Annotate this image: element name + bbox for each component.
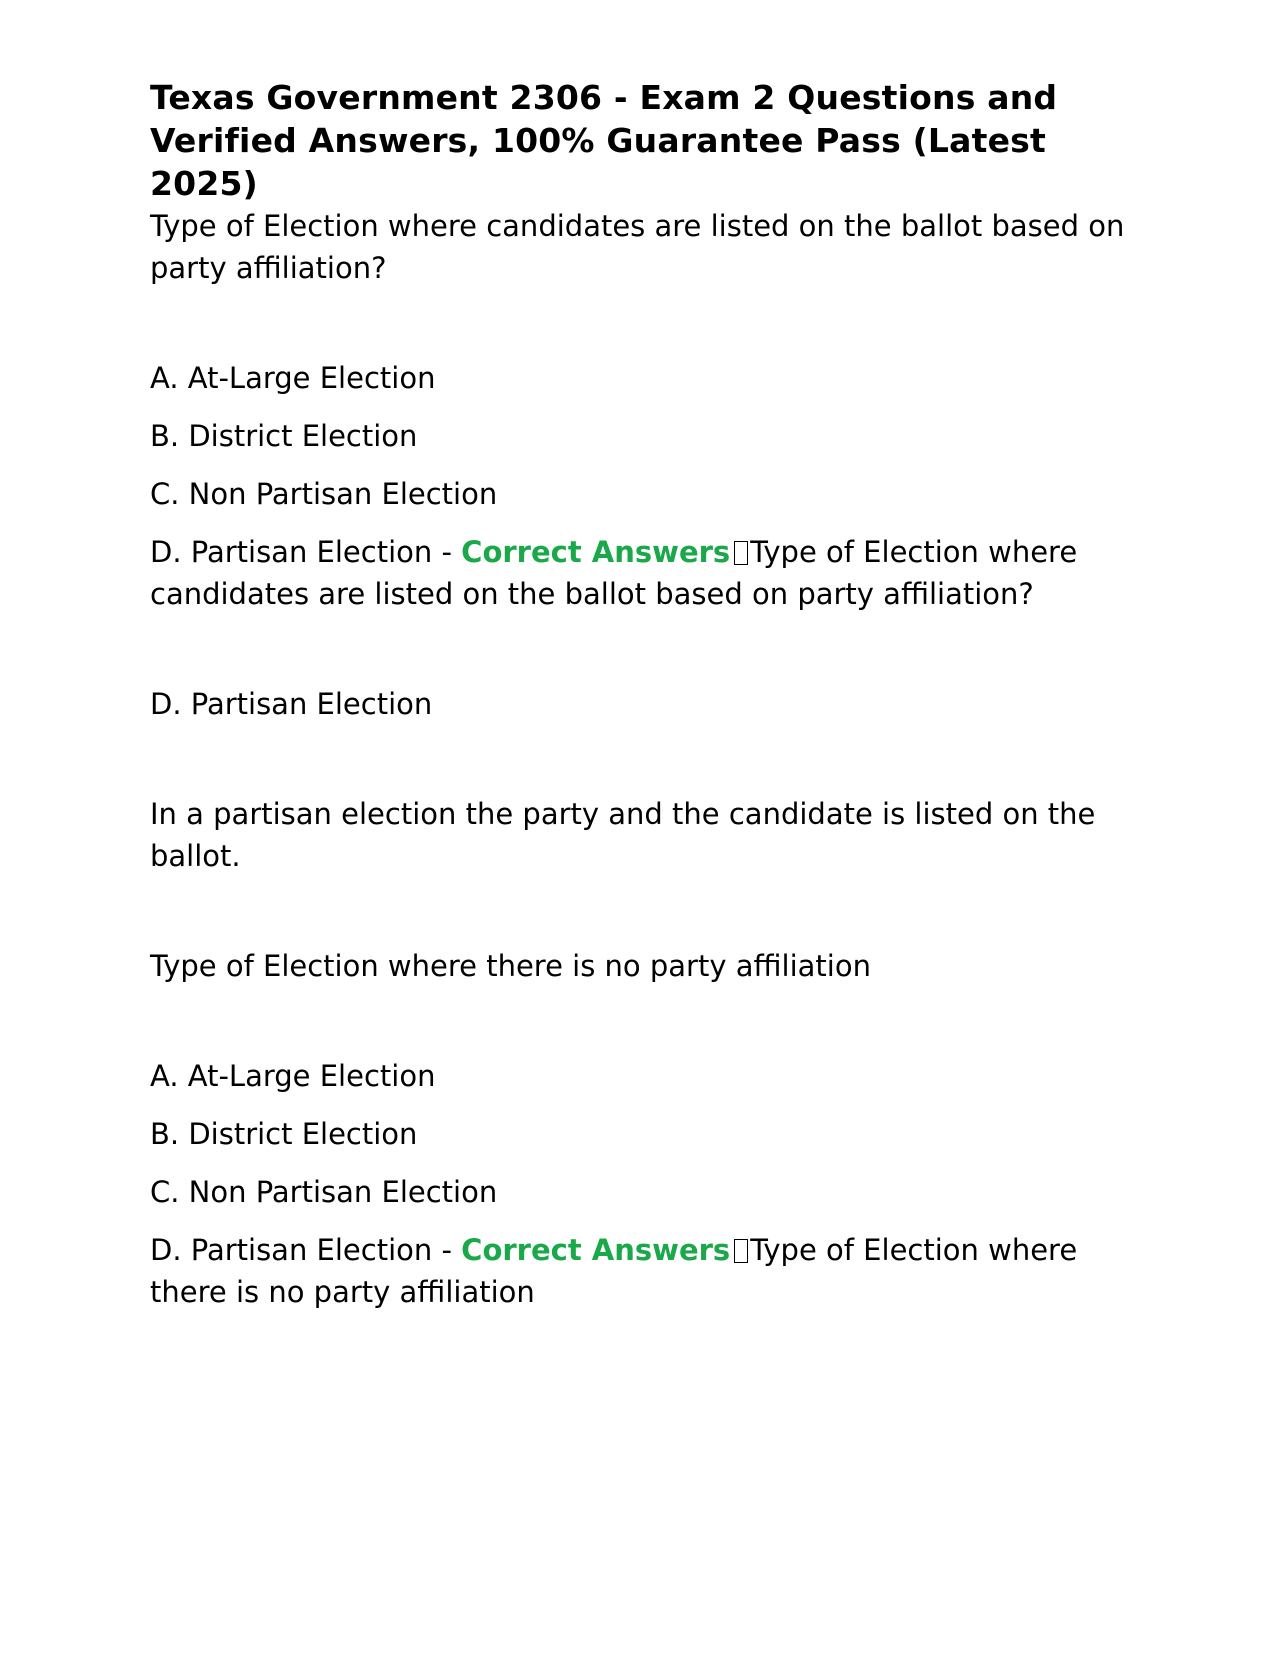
- question-2-option-a: A. At-Large Election: [150, 1059, 436, 1093]
- missing-glyph-icon: [734, 541, 748, 565]
- question-1-option-a: A. At-Large Election: [150, 361, 436, 395]
- question-1-explanation: In a partisan election the party and the candidate is listed on the ballot.: [150, 797, 1096, 873]
- question-1-option-c: C. Non Partisan Election: [150, 477, 498, 511]
- question-1-answer-choice: D. Partisan Election: [150, 687, 433, 721]
- question-1-prompt: Type of Election where candidates are listed on the ballot based on party affiliation?: [150, 209, 1125, 285]
- correct-answers-label: Correct Answers: [461, 1233, 731, 1267]
- question-2-prompt: Type of Election where there is no party affiliation: [150, 949, 871, 983]
- question-1-option-d: [150, 531, 1140, 615]
- question-2-option-c: C. Non Partisan Election: [150, 1175, 498, 1209]
- question-2-answer-restated: Type of Election where there is no party affiliation: [150, 1233, 1078, 1309]
- missing-glyph-icon: [734, 1239, 748, 1263]
- question-1-option-b: B. District Election: [150, 419, 418, 453]
- question-2-option-b: B. District Election: [150, 1117, 418, 1151]
- document-title: Texas Government 2306 - Exam 2 Questions and Verified Answers, 100% Guarantee Pass (Latest 2025): [150, 78, 1058, 203]
- question-2-option-d-text: D. Partisan Election -: [150, 1233, 462, 1267]
- correct-answers-label: Correct Answers: [461, 535, 731, 569]
- question-1-option-d-text: D. Partisan Election -: [150, 535, 462, 569]
- question-1-answer-restated: Type of Election where candidates are listed on the ballot based on party affiliation?: [150, 535, 1078, 611]
- question-2-option-d: [150, 1229, 1140, 1313]
